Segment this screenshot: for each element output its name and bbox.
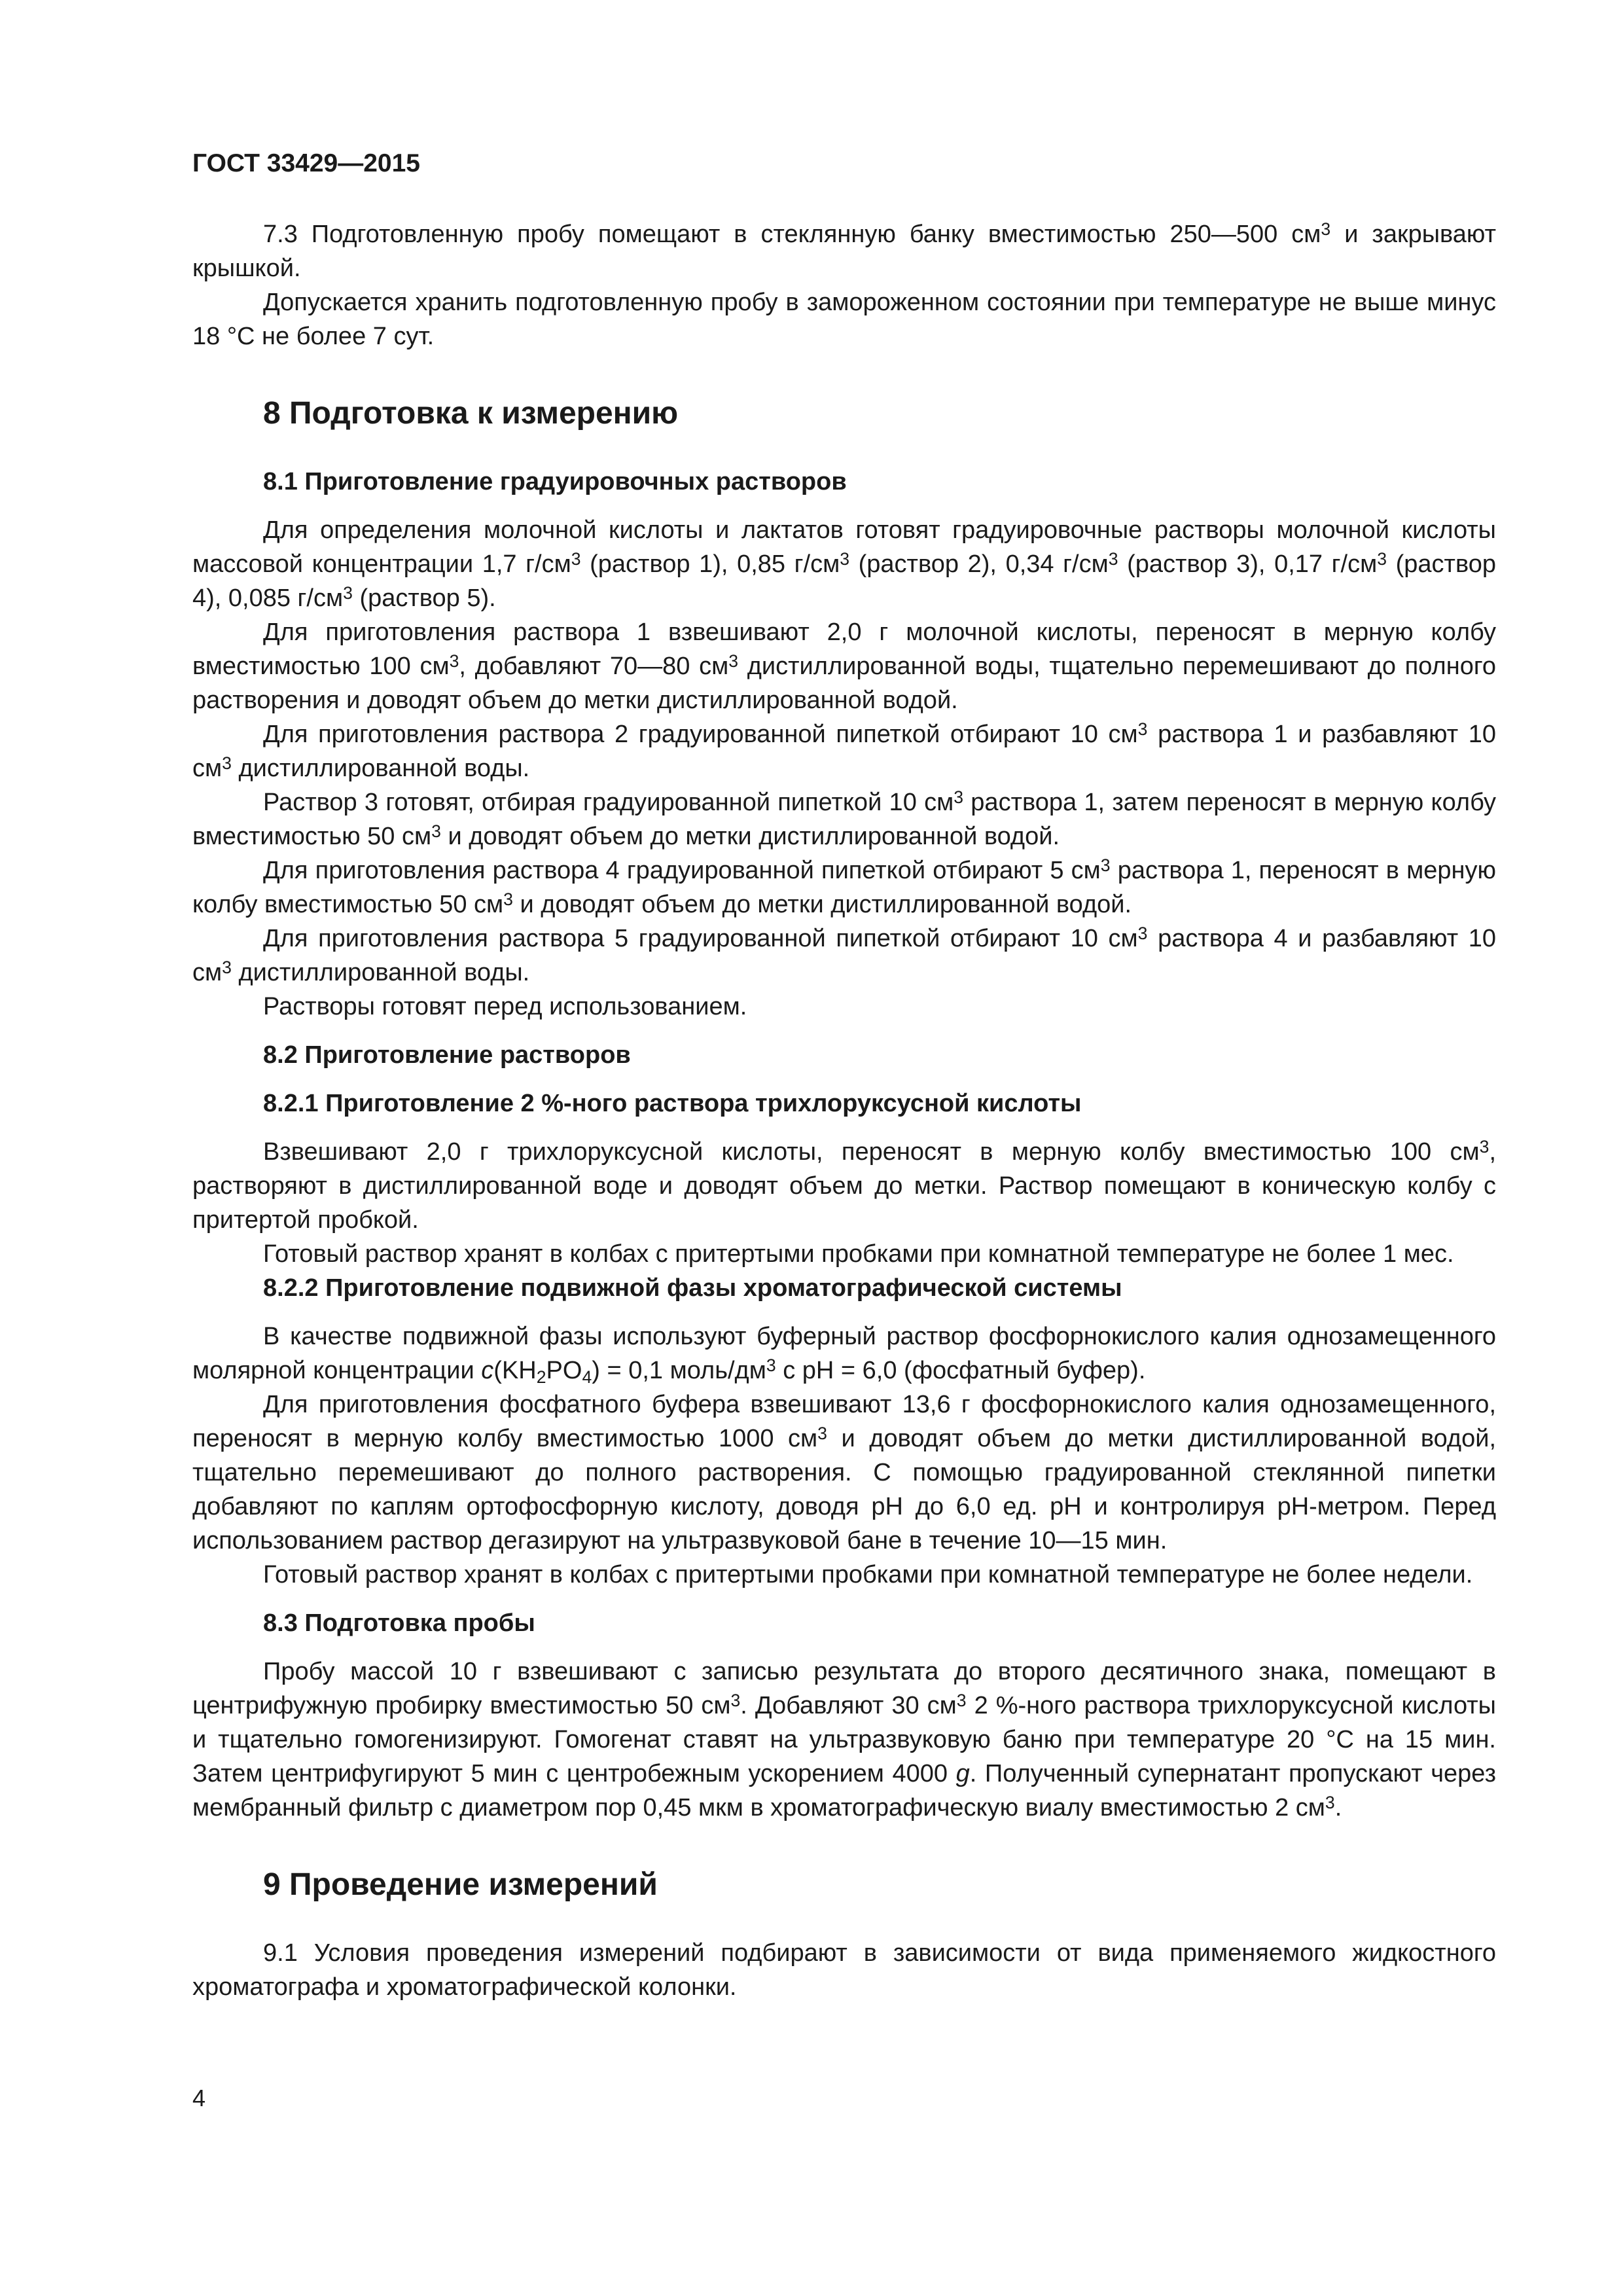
paragraph-8-1-concentrations: Для определения молочной кислоты и лактатов готовят градуировочные растворы молочной кислоты массовой концентрации 1,7 $г/см^3$ (раствор 1), 0,85 $г/см^3$ (раствор 2), 0,34 $г/см^3$ (раствор 3), 0,17 $г/см^3$ (раствор 4), 0,085 $г/см^3$ (раствор 5). <box>192 516 1496 612</box>
paragraph-tca-storage: Готовый раствор хранят в колбах с притертыми пробками при комнатной температуре не более 1 мес. <box>263 1240 1454 1268</box>
paragraph-7-3-storage: Допускается хранить подготовленную пробу в замороженном состоянии при температуре не выше минус 18 °С не более 7 сут. <box>192 289 1496 350</box>
paragraph-solution-3: Раствор 3 готовят, отбирая градуированной пипеткой 10 $см^3$ раствора 1, затем переносят в мерную колбу вместимостью 50 $см^3$ и доводят объем до метки дистиллированной водой. <box>192 787 1497 850</box>
paragraph-solution-2: Для приготовления раствора 2 градуированной пипеткой отбирают 10 $см^3$ раствора 1 и разбавляют 10 $см^3$ дистиллированной воды. <box>192 719 1496 782</box>
paragraph-prepare-before-use: Растворы готовят перед использованием. <box>263 993 747 1020</box>
paragraph-buffer-storage: Готовый раствор хранят в колбах с притертыми пробками при комнатной температуре не более недели. <box>263 1561 1473 1588</box>
paragraph-7-3: 7.3 Подготовленную пробу помещают в стеклянную банку вместимостью 250—500 $см^3$ и закрывают крышкой. <box>192 219 1496 282</box>
section-8-heading: 8 Подготовка к измерению <box>263 396 679 431</box>
paragraph-solution-5: Для приготовления раствора 5 градуированной пипеткой отбирают 10 $см^3$ раствора 4 и разбавляют 10 $см^3$ дистиллированной воды. <box>192 923 1496 986</box>
document-body <box>192 217 1496 2004</box>
section-9-heading: 9 Проведение измерений <box>263 1867 658 1902</box>
paragraph-tca-solution: Взвешивают 2,0 г трихлоруксусной кислоты, переносят в мерную колбу вместимостью 100 $см^3$, растворяют в дистиллированной воде и доводят объем до метки. Раствор помещают в коническую колбу с притертой пробкой. <box>192 1136 1496 1234</box>
section-8-2-2-heading: 8.2.2 Приготовление подвижной фазы хроматографической системы <box>263 1274 1122 1302</box>
paragraph-phosphate-buffer: Для приготовления фосфатного буфера взвешивают 13,6 г фосфорнокислого калия однозамещенного, переносят в мерную колбу вместимостью 1000 $см^3$ и доводят объем до метки дистиллированной водой, тщательно перемешивают до полного растворения. С помощью градуированной стеклянной пипетки добавляют по каплям ортофосфорную кислоту, доводя pH до 6,0 ед. pH и контролируя pH-метром. Перед использованием раствор дегазируют на ультразвуковой бане в течение 10—15 мин. <box>192 1391 1497 1554</box>
paragraph-solution-1: Для приготовления раствора 1 взвешивают 2,0 г молочной кислоты, переносят в мерную колбу вместимостью 100 $см^3$, добавляют 70—80 $см^3$ дистиллированной воды, тщательно перемешивают до полного растворения и доводят объем до метки дистиллированной водой. <box>192 619 1497 714</box>
paragraph-sample-preparation: Пробу массой 10 г взвешивают с записью результата до второго десятичного знака, помещают в центрифужную пробирку вместимостью 50 $см^3$. Добавляют 30 $см^3$ 2 %-ного раствора трихлоруксусной кислоты и тщательно гомогенизируют. Гомогенат ставят на ультразвуковую баню при температуре 20 °С на 15 мин. Затем центрифугируют 5 мин с центробежным ускорением 4000 g. Полученный супернатант пропускают через мембранный фильтр с диаметром пор 0,45 мкм в хроматографическую виалу вместимостью 2 $см^3$. <box>192 1658 1496 1821</box>
paragraph-9-1: 9.1 Условия проведения измерений подбирают в зависимости от вида применяемого жидкостного хроматографа и хроматографической колонки. <box>192 1939 1496 2001</box>
section-8-1-heading: 8.1 Приготовление градуировочных растворов <box>263 468 847 495</box>
section-8-2-heading: 8.2 Приготовление растворов <box>263 1041 631 1069</box>
paragraph-mobile-phase: В качестве подвижной фазы используют буферный раствор фосфорнокислого калия однозамещенного молярной концентрации $c(KH_2PO_4) = 0,1$ моль/$дм^3$ с pH = 6,0 (фосфатный буфер). <box>192 1323 1496 1388</box>
section-8-2-1-heading: 8.2.1 Приготовление 2 %-ного раствора трихлоруксусной кислоты <box>263 1090 1082 1117</box>
standard-code: ГОСТ 33429—2015 <box>192 149 420 177</box>
page-number: 4 <box>192 2085 206 2111</box>
paragraph-solution-4: Для приготовления раствора 4 градуированной пипеткой отбирают 5 $см^3$ раствора 1, переносят в мерную колбу вместимостью 50 $см^3$ и доводят объем до метки дистиллированной водой. <box>192 855 1496 918</box>
section-8-3-heading: 8.3 Подготовка пробы <box>263 1609 535 1637</box>
